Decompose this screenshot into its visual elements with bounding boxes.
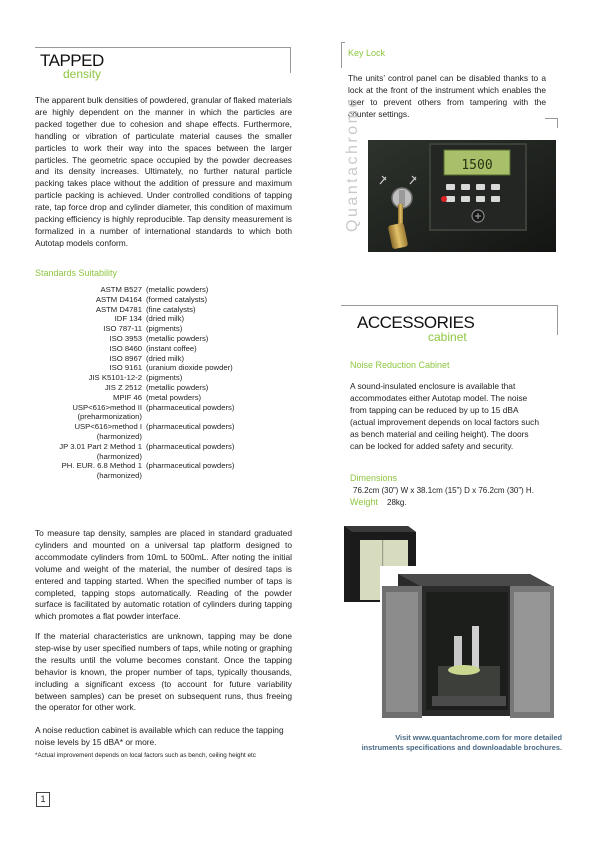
brand-vertical: Quantachrome — [344, 96, 361, 232]
standards-row — [25, 383, 290, 393]
standard-code-line: JIS Z 2512 — [104, 382, 142, 392]
accessories-corner-rule — [341, 305, 557, 306]
standard-code — [25, 314, 146, 324]
standard-code-note: (harmonized) — [96, 451, 142, 461]
keylock-rule-right-v — [557, 118, 558, 128]
measure-para-2: If the material characteristics are unknown, tapping may be done step-wise by user specified numbers of taps, while noting or graphing the results until the volume becomes constant. Once the tapping behavior is known, the proper number of taps, typically thousands, including a significant excess (to account for future variability between samples) can be preset on subsequent runs, thus freeing the operator for other work. — [35, 631, 292, 713]
tapped-corner-rule — [35, 47, 290, 48]
standard-code-line: JIS K5101-12-2 — [88, 373, 142, 383]
standard-description: (pigments) — [146, 373, 183, 383]
standard-description: (uranium dioxide powder) — [146, 363, 233, 373]
standard-code — [25, 363, 146, 373]
standard-description: (metal powders) — [146, 392, 202, 402]
standard-code — [25, 334, 146, 344]
standard-code — [25, 442, 146, 462]
standard-code-line: ASTM B527 — [100, 285, 142, 294]
standards-row — [25, 363, 290, 373]
accessories-corner-rule-v — [557, 305, 558, 335]
standard-description: (metallic powders) — [146, 382, 209, 392]
standard-code — [25, 461, 146, 481]
noise-cabinet-label: Noise Reduction Cabinet — [350, 360, 450, 370]
accessories-body: A sound-insulated enclosure is available that accommodates either Autotap model. The noise from tapping can be reduced by up to 15 dBA (actual improvement depends on local factors such as bench material and ceiling height). The doors can be locked for added safety and security. — [350, 381, 540, 451]
visit-note — [300, 733, 562, 754]
keylock-panel-illustration — [368, 140, 556, 252]
footnote: *Actual improvement depends on local factors such as bench, ceiling height etc — [35, 752, 256, 759]
tapped-corner-rule-v — [290, 47, 291, 73]
standards-row — [25, 461, 290, 481]
accessories-subtitle: cabinet — [428, 330, 467, 344]
standards-row — [25, 442, 290, 462]
standard-code-line: ISO 9161 — [109, 363, 142, 373]
standard-code-line: JP 3.01 Part 2 Method 1 — [59, 441, 142, 451]
weight-label: Weight — [350, 497, 378, 507]
visit-line-1: Visit www.quantachrome.com for more detailed — [395, 733, 562, 742]
standard-code-line: ISO 8967 — [109, 353, 142, 363]
standards-row — [25, 403, 290, 423]
standards-label: Standards Suitability — [35, 268, 118, 278]
standard-description: (instant coffee) — [146, 343, 197, 353]
standard-code-note: (harmonized) — [96, 471, 142, 481]
standard-code-note: (harmonized) — [96, 431, 142, 441]
standard-code — [25, 373, 146, 383]
standard-description: (formed catalysts) — [146, 294, 208, 304]
standard-description: (pigments) — [146, 324, 183, 334]
measure-para-3: A noise reduction cabinet is available which can reduce the tapping noise levels by 15 dBA* or more. — [35, 725, 284, 747]
standards-row — [25, 373, 290, 383]
counter-display-value: 1500 — [461, 158, 493, 173]
standard-code-line: USP<616>method I — [74, 422, 142, 432]
standard-code — [25, 344, 146, 354]
keylock-corner-rule — [341, 42, 345, 43]
standard-description: (pharmaceutical powders) — [146, 402, 235, 412]
tapped-body: The apparent bulk densities of powdered, granular of flaked materials are highly dependent on the manner in which the particles are packed together due to cohesion and shape effects. Furthermore, handling or vibration of particulate material causes the smaller particles to work their way into the spaces between the larger particles. The geometric space occupied by the powder decreases and its density increases. Ultimately, no further natural particle packing takes place without the addition of pressure and maximum particle packing is achieved. Under controlled conditions of tapping rate, tap force drop and cylinder diameter, this condition of maximum packing efficiency is highly reproducible. Tap density measurement is formalized in a number of international standards to which both Autotap models conform. — [35, 95, 292, 248]
standard-description: (metallic powders) — [146, 285, 209, 294]
tapped-title: TAPPED — [40, 51, 104, 70]
standards-row — [25, 285, 290, 295]
standards-row — [25, 354, 290, 364]
standard-code — [25, 354, 146, 364]
keylock-photo — [368, 140, 556, 252]
standard-code — [25, 305, 146, 315]
standard-code-line: ISO 3953 — [109, 333, 142, 343]
standard-code-note: (preharmonization) — [77, 412, 142, 422]
weight-value: 28kg. — [387, 498, 407, 507]
standards-row — [25, 344, 290, 354]
standard-code — [25, 285, 146, 295]
standard-code-line: ASTM D4781 — [95, 304, 142, 314]
standards-row — [25, 314, 290, 324]
standard-description: (dried milk) — [146, 314, 185, 324]
standard-code — [25, 295, 146, 305]
standard-code — [25, 324, 146, 334]
keylock-label: Key Lock — [348, 48, 386, 58]
keylock-body: The units’ control panel can be disabled thanks to a lock at the front of the instrument which enables the user to prevent others from tampering with the counter settings. — [348, 73, 546, 119]
dimensions-label: Dimensions — [350, 473, 398, 483]
standard-code-line: ASTM D4164 — [95, 294, 142, 304]
tapped-subtitle: density — [63, 67, 102, 81]
standard-code — [25, 383, 146, 393]
standard-code-line: ISO 787-11 — [103, 324, 142, 334]
cabinet-open-photo — [380, 566, 557, 724]
standard-code — [25, 393, 146, 403]
keylock-corner-rule-v — [341, 42, 342, 68]
standards-row — [25, 295, 290, 305]
standard-description: (pharmaceutical powders) — [146, 441, 235, 451]
standard-description: (pharmaceutical powders) — [146, 461, 235, 471]
standard-description: (metallic powders) — [146, 333, 209, 343]
standards-row — [25, 422, 290, 442]
visit-line-2: instruments specifications and downloadable brochures. — [361, 743, 562, 753]
measure-para-1: To measure tap density, samples are placed in standard graduated cylinders and mounted on a universal tap platform designed to accommodate cylinders from 10mL to 500mL. After noting the initial volume and weight of the material, the number of desired taps is entered and tapping started. When the specified number of taps is completed, tapping stops automatically. Reading of the powder surface is facilitated by automatic rotation of cylinders during tapping which promotes a flat powder interface. — [35, 528, 292, 622]
standard-description: (dried milk) — [146, 353, 185, 363]
standard-code — [25, 422, 146, 442]
keylock-rule-right — [545, 118, 557, 119]
standard-description: (pharmaceutical powders) — [146, 422, 235, 432]
standards-row — [25, 324, 290, 334]
standard-description: (fine catalysts) — [146, 304, 196, 314]
accessories-title: ACCESSORIES — [357, 313, 475, 332]
standard-code-line: PH. EUR. 6.8 Method 1 — [61, 461, 142, 471]
standard-code-line: IDF 134 — [114, 314, 142, 324]
standard-code-line: ISO 8460 — [109, 343, 142, 353]
standards-row — [25, 334, 290, 344]
page-number: 1 — [36, 792, 50, 807]
standards-table — [25, 285, 290, 481]
standard-code — [25, 403, 146, 423]
standards-row — [25, 305, 290, 315]
standard-code-line: USP<616>method II — [72, 402, 142, 412]
dimensions-value: 76.2cm (30”) W x 38.1cm (15”) D x 76.2cm (30”) H. — [353, 486, 534, 495]
standards-row — [25, 393, 290, 403]
standard-code-line: MPIF 46 — [112, 392, 142, 402]
